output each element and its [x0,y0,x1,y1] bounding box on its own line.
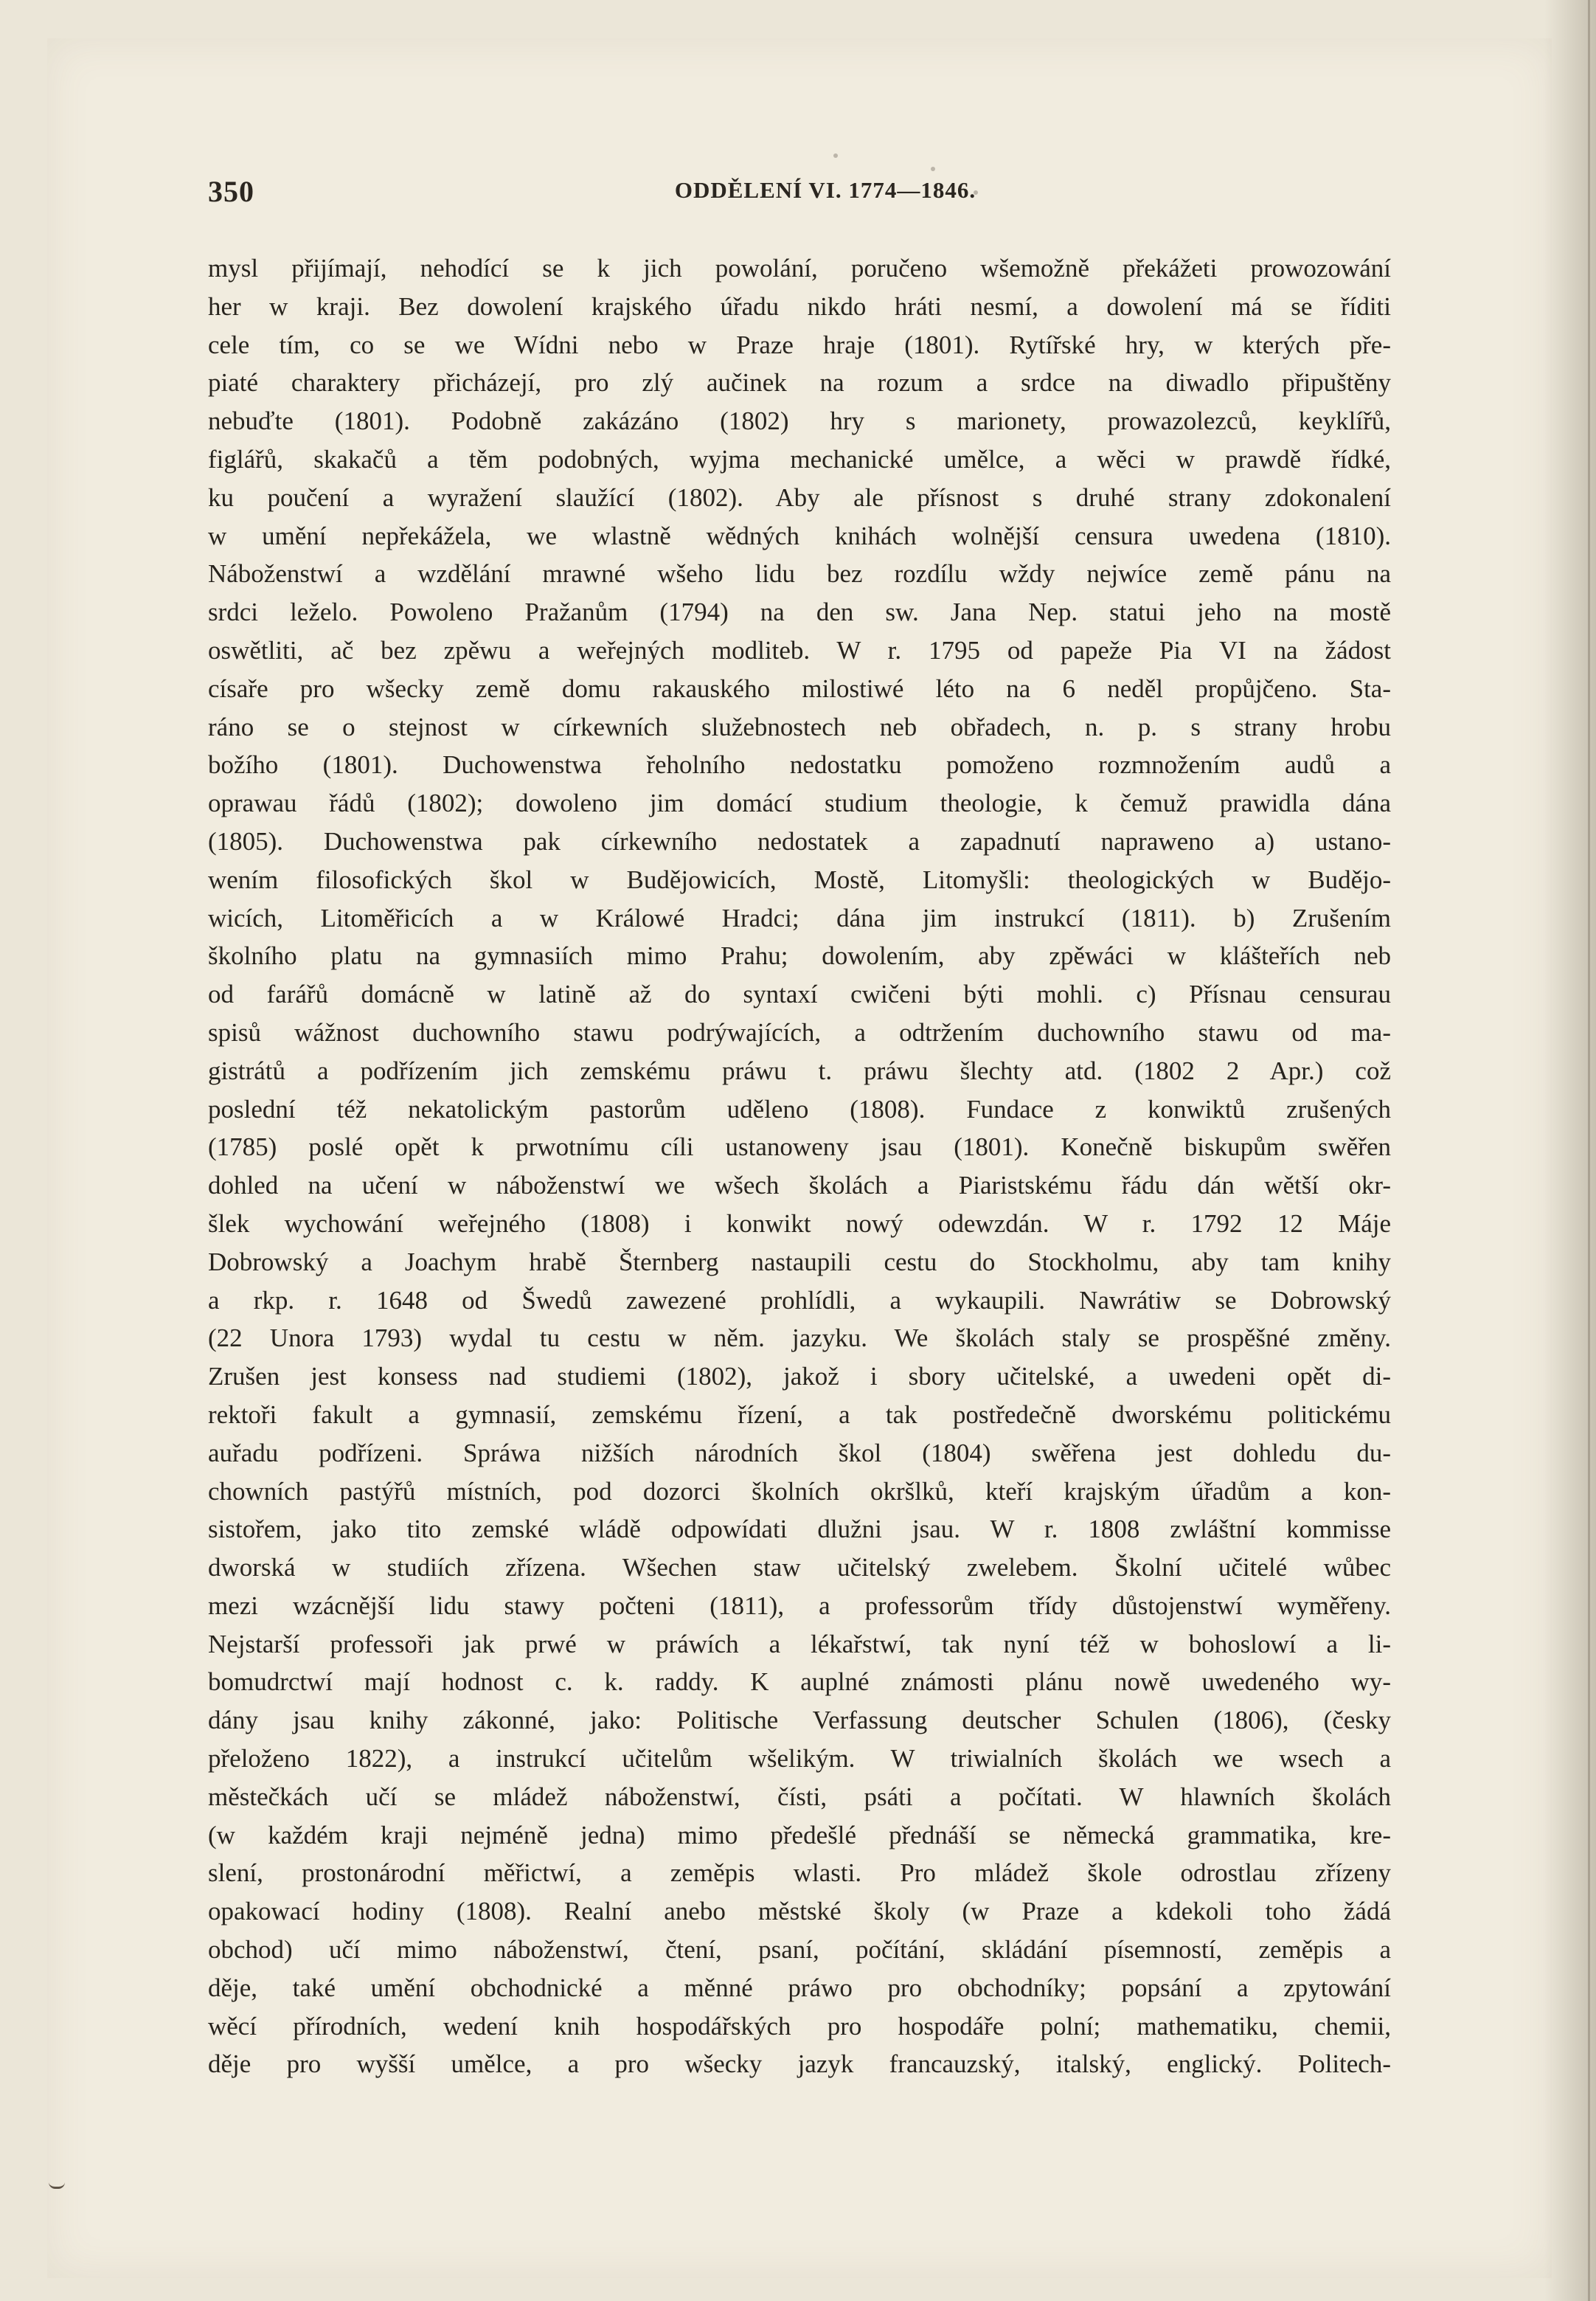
text-line: auřadu podřízeni. Spráwa nižších národních škol (1804) swěřena jest dohledu du- [208,1438,1391,1467]
text-line: her w kraji. Bez dowolení krajského úřadu nikdo hráti nesmí, a dowolení má se říditi [208,291,1391,321]
text-line: ku poučení a wyražení slaužící (1802). Aby ale přísnost s druhé strany zdokonalení [208,482,1391,512]
text-line: oswětliti, ač bez zpěwu a weřejných modliteb. W r. 1795 od papeže Pia VI na žádost [208,635,1391,665]
text-line: mysl přijímají, nehodící se k jich powolání, poručeno wšemožně překážeti prowozowání [208,254,1391,283]
text-line: dohled na učení w náboženstwí we wšech školách a Piaristskému řádu dán wětší okr- [208,1171,1391,1200]
text-line: děje pro wyšší umělce, a pro wšecky jazyk francauzský, italský, englický. Politech- [208,2049,1391,2079]
text-line: sistořem, jako tito zemské wládě odpowídati dlužni jsau. W r. 1808 zwláštní kommisse [208,1515,1391,1544]
text-line: oprawau řádů (1802); dowoleno jim domácí studium theologie, k čemuž prawidla dána [208,789,1391,818]
text-line: chowních pastýřů místních, pod dozorci školních okršlků, kteří krajským úřadům a kon- [208,1476,1391,1506]
text-line: Zrušen jest konsess nad studiemi (1802), jakož i sbory učitelské, a uwedeni opět di- [208,1362,1391,1391]
text-line: šlek wychowání weřejného (1808) i konwikt nowý odewzdán. W r. 1792 12 Máje [208,1208,1391,1238]
text-line: městečkách učí se mládež náboženstwí, čísti, psáti a počítati. W hlawních školách [208,1782,1391,1811]
running-head: ODDĚLENÍ VI. 1774—1846. [674,177,976,203]
text-line: gistrátů a podřízením jich zemskému práwu t. práwu šlechty atd. (1802 2 Apr.) což [208,1056,1391,1085]
text-line: přeloženo 1822), a instrukcí učitelům wšelikým. W triwialních školách we wsech a [208,1744,1391,1774]
text-line: mezi wzácnější lidu stawy počteni (1811), a professorům třídy důstojenstwí wyměřeny. [208,1591,1391,1620]
text-line: děje, také umění obchodnické a měnné práwo pro obchodníky; popsání a zpytowání [208,1973,1391,2002]
text-line: císaře pro wšecky země domu rakauského milostiwé léto na 6 neděl propůjčeno. Sta- [208,674,1391,703]
text-line: wicích, Litoměřicích a w Králowé Hradci; dána jim instrukcí (1811). b) Zrušením [208,903,1391,932]
text-line: obchod) učí mimo náboženstwí, čtení, psaní, počítání, skládání písemností, zeměpis a [208,1935,1391,1965]
text-line: figlářů, skakačů a těm podobných, wyjma mechanické umělce, a wěci w prawdě řídké, [208,444,1391,474]
text-line: spisů wážnost duchowního stawu podrýwajících, a odtržením duchowního stawu od ma- [208,1017,1391,1047]
text-line: opakowací hodiny (1808). Realní anebo městské školy (w Praze a kdekoli toho žádá [208,1897,1391,1926]
text-line: školního platu na gymnasiích mimo Prahu; dowolením, aby zpěwáci w klášteřích neb [208,941,1391,971]
text-line: poslední též nekatolickým pastorům uděleno (1808). Fundace z konwiktů zrušených [208,1094,1391,1124]
text-line: (22 Unora 1793) wydal tu cestu w něm. jazyku. We školách staly se prospěšné změny. [208,1323,1391,1353]
text-line: cele tím, co se we Wídni nebo w Praze hraje (1801). Rytířské hry, w kterých pře- [208,330,1391,359]
text-line: (1805). Duchowenstwa pak církewního nedostatek a zapadnutí napraweno a) ustano- [208,826,1391,856]
text-line: od farářů domácně w latině až do syntaxí cwičeni býti mohli. c) Přísnau censurau [208,980,1391,1009]
text-line: nebuďte (1801). Podobně zakázáno (1802) hry s marionety, prowazolezců, keyklířů, [208,406,1391,436]
text-line: ráno se o stejnost w církewních služebnostech neb obřadech, n. p. s strany hrobu [208,712,1391,741]
text-line: Náboženstwí a wzdělání mrawné wšeho lidu bez rozdílu wždy nejwíce země pánu na [208,559,1391,589]
text-line: dány jsau knihy zákonné, jako: Politische Verfassung deutscher Schulen (1806), (česky [208,1706,1391,1735]
text-line: Dobrowský a Joachym hrabě Šternberg nastaupili cestu do Stockholmu, aby tam knihy [208,1247,1391,1276]
text-line: dworská w studiích zřízena. Wšechen staw učitelský zwelebem. Školní učitelé wůbec [208,1553,1391,1582]
page-edge-line [1588,0,1590,2301]
text-line: slení, prostonárodní měřictwí, a zeměpis wlasti. Pro mládež škole odrostlau zřízeny [208,1858,1391,1888]
ink-spot [931,167,935,171]
body-text [208,249,1391,2083]
text-line: piaté charaktery přicházejí, pro zlý aučinek na rozum a srdce na diwadlo připuštěny [208,368,1391,398]
text-line: (1785) poslé opět k prwotnímu cíli ustanoweny jsau (1801). Konečně biskupům swěřen [208,1132,1391,1162]
page-header [208,174,1391,215]
text-line: srdci leželo. Powoleno Pražanům (1794) na den sw. Jana Nep. statui jeho na mostě [208,598,1391,627]
text-line: božího (1801). Duchowenstwa řeholního nedostatku pomoženo rozmnožením audů a [208,750,1391,780]
text-line: a rkp. r. 1648 od Šwedů zawezené prohlídli, a wykaupili. Nawrátiw se Dobrowský [208,1285,1391,1315]
text-line: Nejstarší professoři jak prwé w práwích a lékařstwí, tak nyní též w bohoslowí a li- [208,1629,1391,1658]
text-line: bomudrctwí mají hodnost c. k. raddy. K auplné známosti plánu nowě uwedeného wy- [208,1667,1391,1697]
text-line: (w každém kraji nejméně jedna) mimo předešlé přednáší se německá grammatika, kre- [208,1820,1391,1850]
text-line: wením filosofických škol w Budějowicích, Mostě, Litomyšli: theologických w Budějo- [208,865,1391,894]
ink-spot [833,153,838,158]
text-line: w umění nepřekážela, we wlastně wědných knihách wolnější censura uwedena (1810). [208,521,1391,550]
page-number: 350 [208,175,254,208]
text-line: wěcí přírodních, wedení knih hospodářských pro hospodáře polní; mathematiku, chemii, [208,2011,1391,2041]
text-line: rektoři fakult a gymnasií, zemskému řízení, a tak postředečně dworskému politickému [208,1399,1391,1429]
